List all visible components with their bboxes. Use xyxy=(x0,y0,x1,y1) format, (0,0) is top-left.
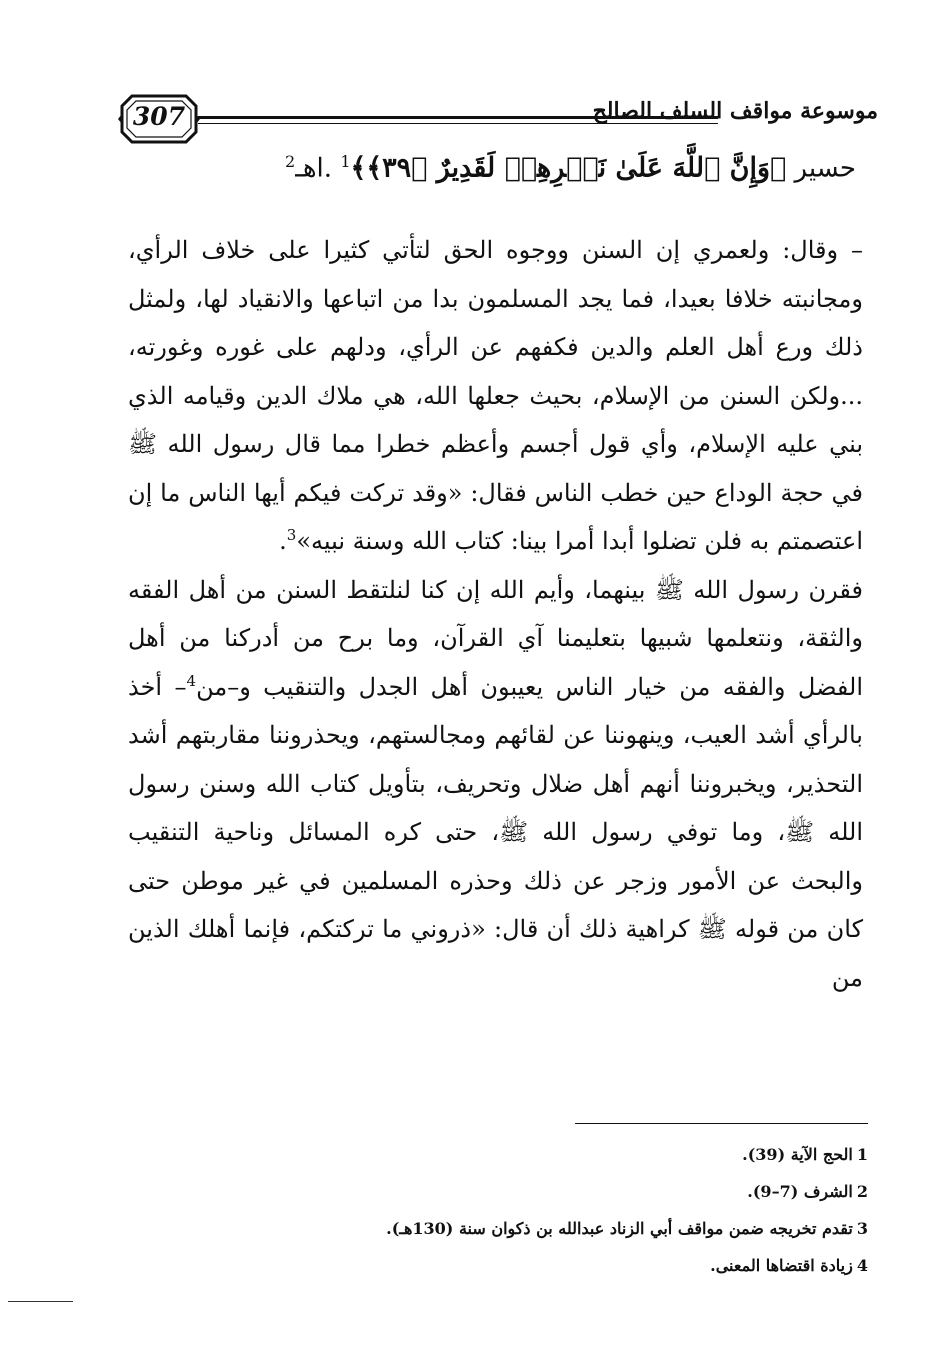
footnote-ref-1: 1 xyxy=(340,152,351,171)
footnote-number: 4 xyxy=(856,1256,868,1275)
paragraph-1-end: . xyxy=(279,527,287,555)
footnote-item xyxy=(128,1210,868,1247)
footnote-ref-3: 3 xyxy=(286,526,297,544)
footnote-text: زيادة اقتضاها المعنى. xyxy=(710,1256,853,1275)
main-text xyxy=(128,226,863,1002)
verse-line xyxy=(136,152,856,184)
footnote-ref-2: 2 xyxy=(285,152,296,171)
verse-suffix: .اهـ xyxy=(295,153,341,184)
footnote-item xyxy=(128,1173,868,1210)
paragraph-1-text: – وقال: ولعمري إن السنن ووجوه الحق لتأتي كثيرا على خلاف الرأي، ومجانبته خلافا بعيدا، فما يجد المسلمون بدا من اتباعها والانقياد لها، ولمثل ذلك ورع أهل العلم والدين فكفهم عن الرأي، ودلهم على غوره وغورته، ...ولكن السنن من الإسلام، بحيث جعلها الله، هي ملاك الدين وقيامه الذي بني عليه الإسلام، وأي قول أجسم وأعظم خطرا مما قال رسول الله ﷺ في حجة الوداع حين خطب الناس فقال: «وقد تركت فيكم أيها الناس ما إن اعتصمتم به فلن تضلوا أبدا أمرا بينا: كتاب الله وسنة نبيه» xyxy=(128,236,864,555)
footnote-text: تقدم تخريجه ضمن مواقف أبي الزناد عبدالله بن ذكوان سنة (130هـ). xyxy=(386,1219,853,1238)
footnote-ref-4: 4 xyxy=(186,671,197,690)
footnotes xyxy=(128,1136,868,1284)
page-header xyxy=(118,88,878,150)
footnote-item xyxy=(128,1136,868,1173)
footnote-text: الحج الآية (39). xyxy=(742,1145,853,1164)
footnote-number: 3 xyxy=(856,1219,868,1238)
footnote-number: 1 xyxy=(856,1145,868,1164)
page-number-badge xyxy=(118,92,200,146)
footnote-number: 2 xyxy=(856,1182,868,1201)
paragraph-2 xyxy=(128,566,863,1003)
margin-line xyxy=(8,1301,73,1302)
verse-prefix: حسير xyxy=(786,153,856,184)
page-number: 307 xyxy=(132,102,186,131)
footnote-separator xyxy=(575,1123,868,1124)
footnote-item xyxy=(128,1247,868,1284)
running-title: موسوعة مواقف السلف الصالح xyxy=(592,98,878,124)
footnote-text: الشرف (7–9). xyxy=(747,1182,853,1201)
quran-verse: ﴿وَإِنَّ ٱللَّهَ عَلَىٰ نَصۡرِهِمۡ لَقَدِيرٌ ﴿٣٩﴾﴾ xyxy=(350,152,787,184)
paragraph-2-text-b: – أخذ بالرأي أشد العيب، وينهوننا عن لقائهم ومجالستهم، ويحذروننا مقاربتهم أشد التحذير، ويخبروننا أنهم أهل ضلال وتحريف، بتأويل كتاب الله وسنن رسول الله ﷺ، وما توفي رسول الله ﷺ، حتى كره المسائل وناحية التنقيب والبحث عن الأمور وزجر عن ذلك وحذره المسلمين في غير موطن حتى كان من قوله ﷺ كراهية ذلك أن قال: «ذروني ما تركتكم، فإنما أهلك الذين من xyxy=(128,672,863,992)
paragraph-2-text-a: فقرن رسول الله ﷺ بينهما، وأيم الله إن كنا لنلتقط السنن من أهل الفقه والثقة، ونتعلمها شبيها بتعليمنا آي القرآن، وما برح من أدركنا من أهل الفضل والفقه من خيار الناس يعيبون أهل الجدل والتنقيب و–من xyxy=(128,575,863,701)
paragraph-1 xyxy=(128,226,863,566)
